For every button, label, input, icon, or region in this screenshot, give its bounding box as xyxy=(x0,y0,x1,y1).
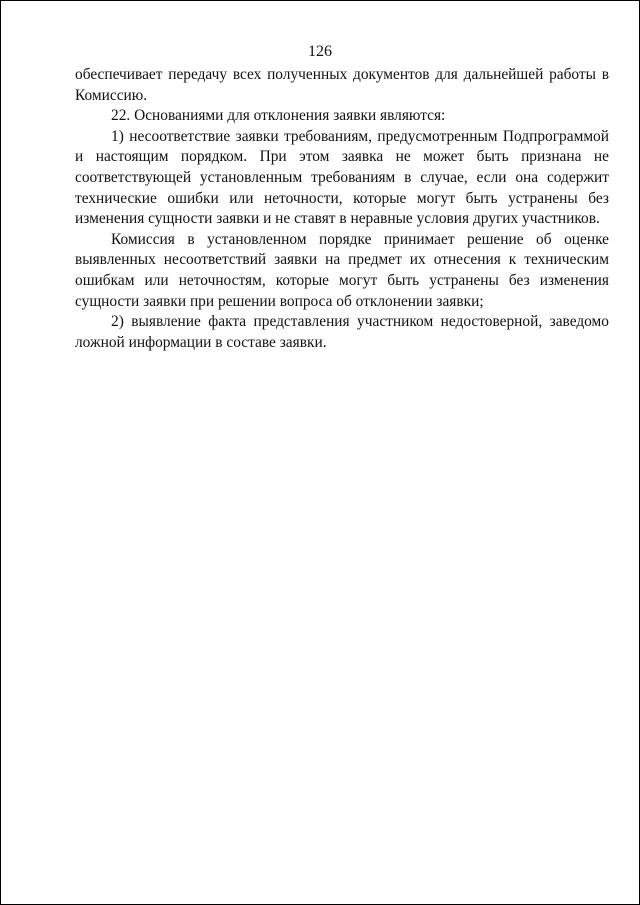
page-number: 126 xyxy=(308,43,332,60)
paragraph-continuation: обеспечивает передачу всех полученных документов для дальнейшей работы в Комиссию. xyxy=(75,66,609,104)
paragraph-commission-decision: Комиссия в установленном порядке принимает решение об оценке выявленных несоответствий заявки на предмет их отнесения к техническим ошибкам или неточностям, которые могут быть устранены без изменения сущности заявки при решении вопроса об отклонении заявки; xyxy=(75,230,609,310)
paragraph-item-22: 22. Основаниями для отклонения заявки являются: xyxy=(111,107,446,125)
document-body xyxy=(75,65,609,353)
paragraph-subitem-2: 2) выявление факта представления участником недостоверной, заведомо ложной информации в составе заявки. xyxy=(75,313,609,351)
paragraph-subitem-1: 1) несоответствие заявки требованиям, предусмотренным Подпрограммой и настоящим порядком. При этом заявка не может быть признана не соответствующей установленным требованиям в случае, если она содержит технические ошибки или неточности, которые могут быть устранены без изменения сущности заявки и не ставят в неравные условия других участников. xyxy=(75,127,609,228)
